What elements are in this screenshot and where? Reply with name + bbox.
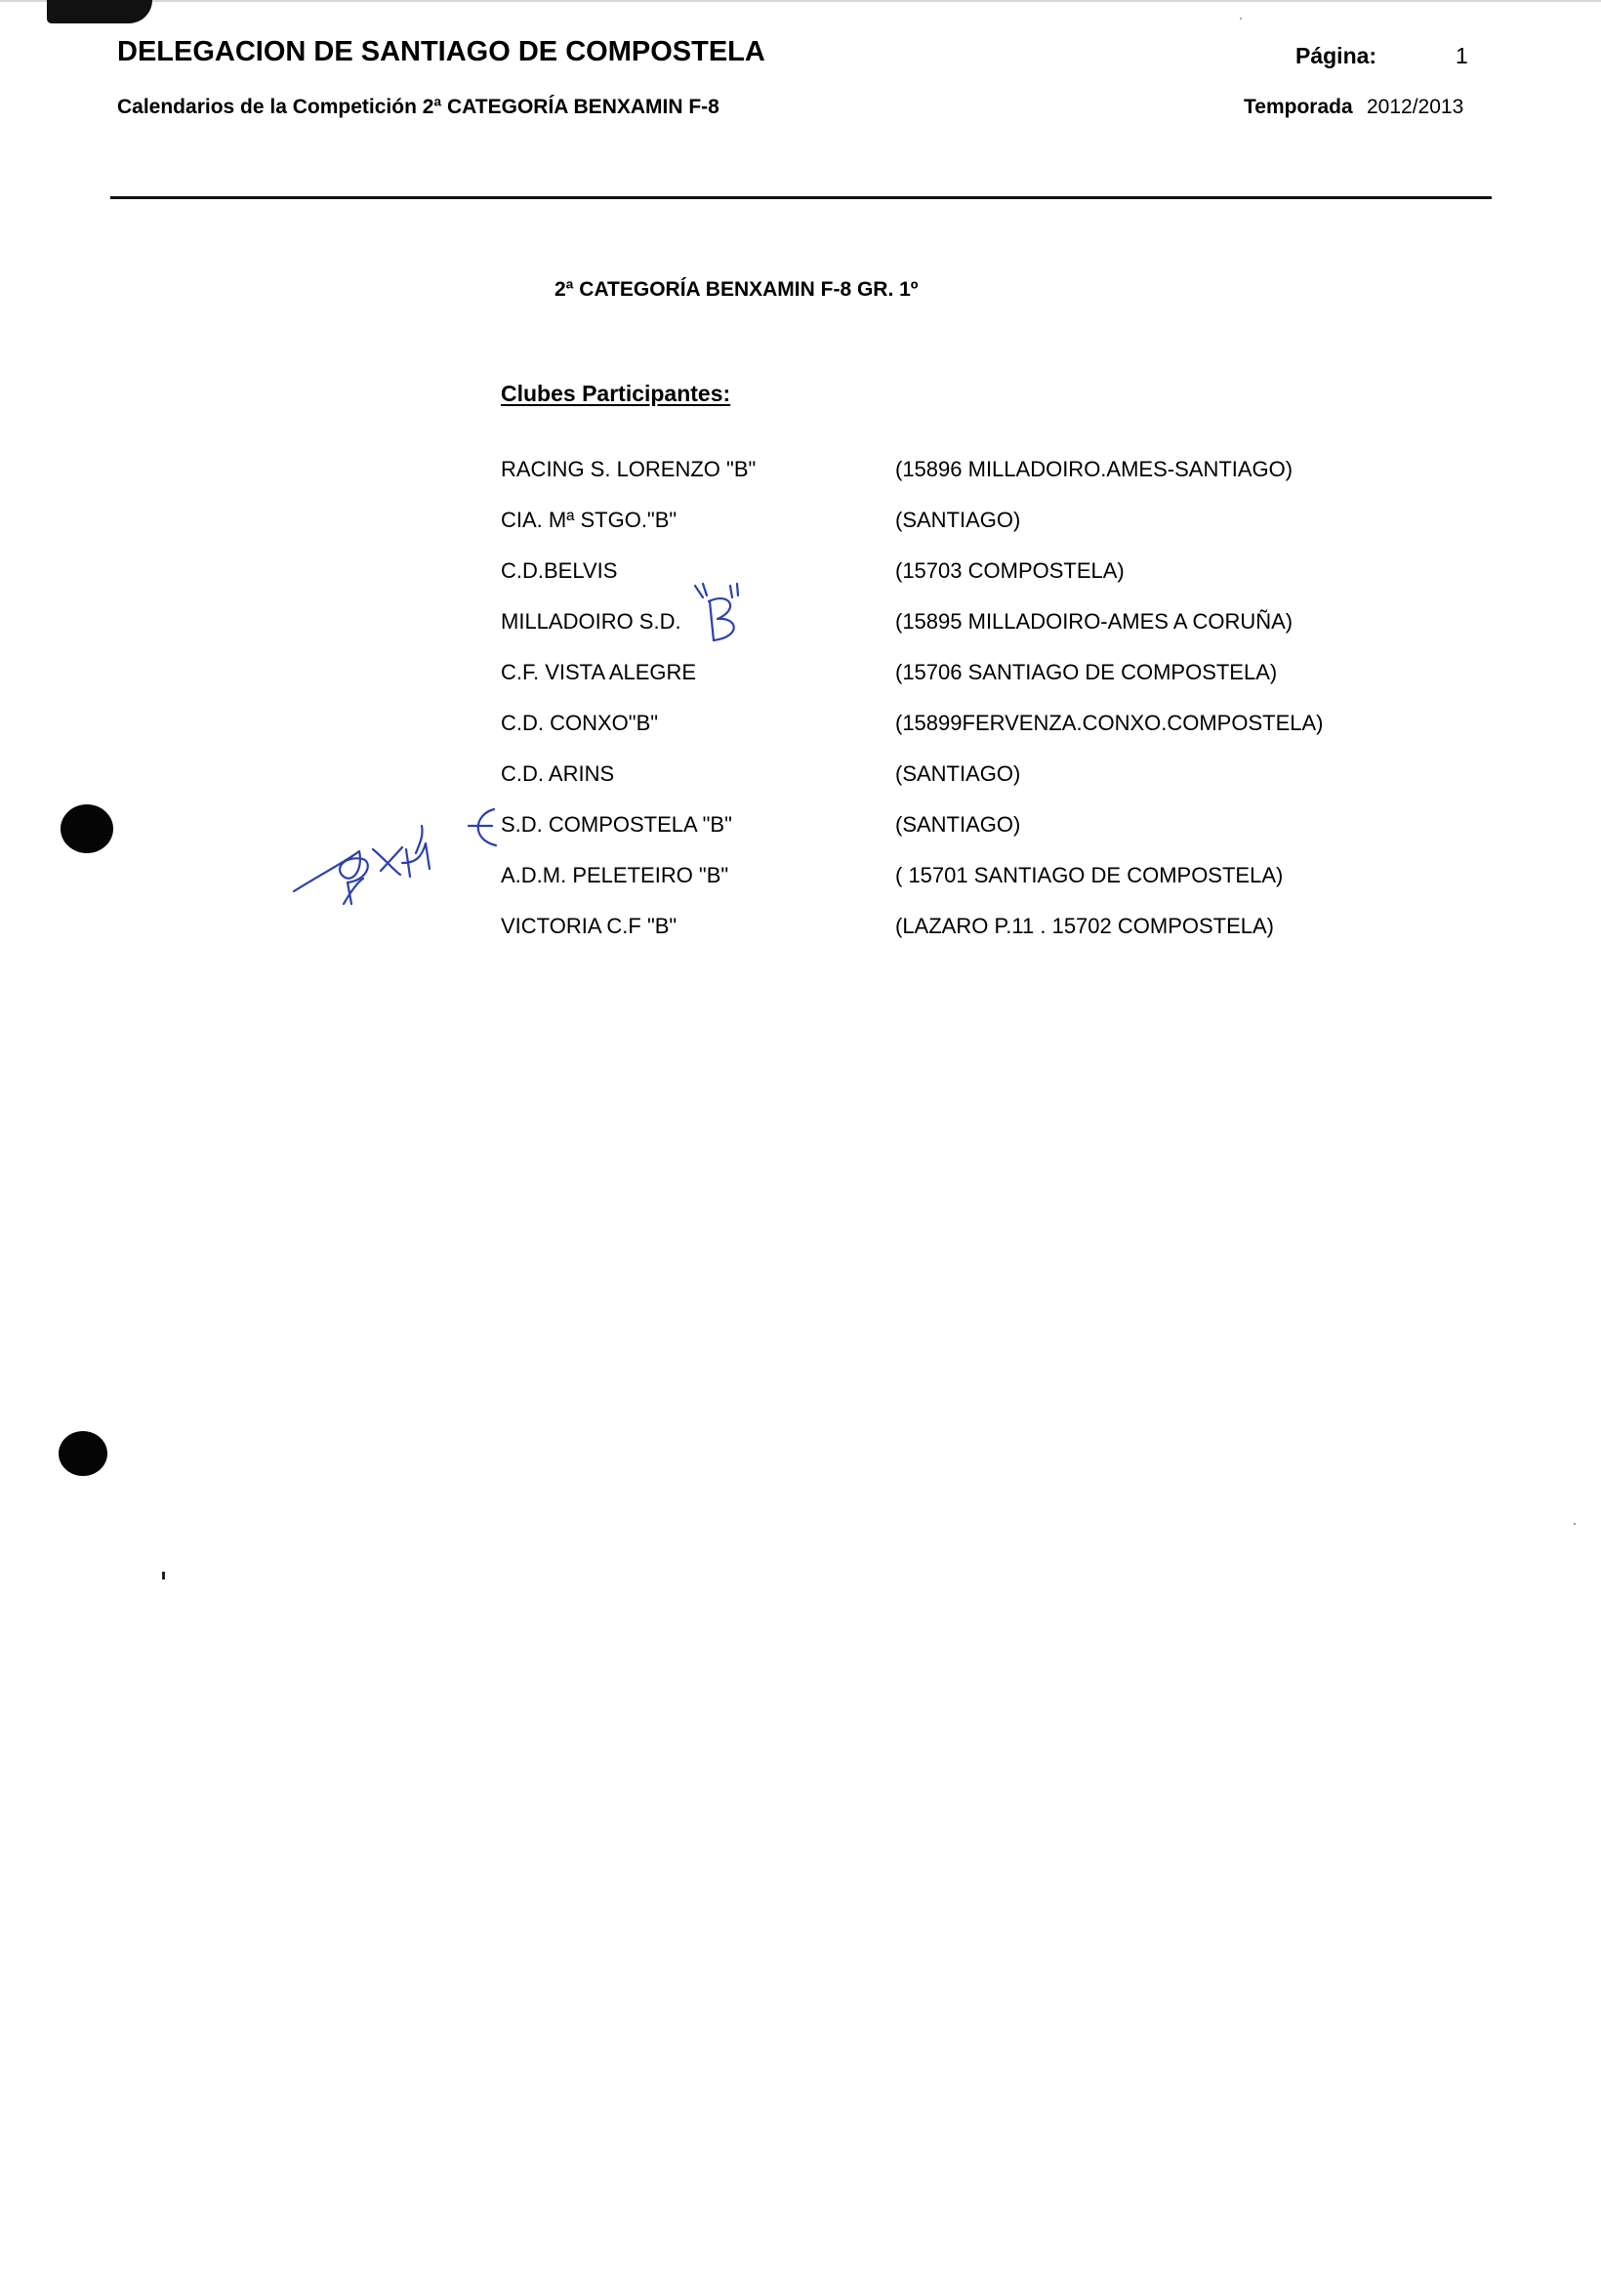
club-location: (SANTIAGO): [895, 812, 1021, 837]
club-location: (15899FERVENZA.CONXO.COMPOSTELA): [895, 711, 1324, 735]
club-name: RACING S. LORENZO "B": [501, 457, 757, 481]
club-name: MILLADOIRO S.D.: [501, 609, 681, 634]
club-location: (15703 COMPOSTELA): [895, 558, 1125, 583]
club-location: (SANTIAGO): [895, 761, 1021, 786]
season-value: 2012/2013: [1367, 96, 1464, 118]
club-name: C.D. CONXO"B": [501, 711, 659, 735]
club-name: S.D. COMPOSTELA "B": [501, 812, 732, 837]
club-location: (15706 SANTIAGO DE COMPOSTELA): [895, 660, 1278, 684]
club-location: (15895 MILLADOIRO-AMES A CORUÑA): [895, 609, 1293, 634]
club-name: C.D.BELVIS: [501, 558, 618, 583]
page-number: 1: [1456, 43, 1468, 68]
season-label: Temporada: [1244, 96, 1353, 118]
club-name: C.F. VISTA ALEGRE: [501, 660, 697, 684]
club-name: VICTORIA C.F "B": [501, 914, 677, 938]
club-name: CIA. Mª STGO."B": [501, 508, 677, 532]
organization-title: DELEGACION DE SANTIAGO DE COMPOSTELA: [117, 36, 765, 67]
club-name: C.D. ARINS: [501, 761, 615, 786]
page-label: Página:: [1295, 43, 1377, 68]
club-location: ( 15701 SANTIAGO DE COMPOSTELA): [895, 863, 1284, 887]
club-location: (15896 MILLADOIRO.AMES-SANTIAGO): [895, 457, 1293, 481]
group-title: 2ª CATEGORÍA BENXAMIN F-8 GR. 1º: [554, 278, 919, 301]
club-name: A.D.M. PELETEIRO "B": [501, 863, 729, 887]
club-location: (LAZARO P.11 . 15702 COMPOSTELA): [895, 914, 1275, 938]
competition-subtitle: Calendarios de la Competición 2ª CATEGORÍA BENXAMIN F-8: [117, 96, 719, 118]
clubs-heading: Clubes Participantes:: [501, 381, 731, 406]
club-location: (SANTIAGO): [895, 508, 1021, 532]
